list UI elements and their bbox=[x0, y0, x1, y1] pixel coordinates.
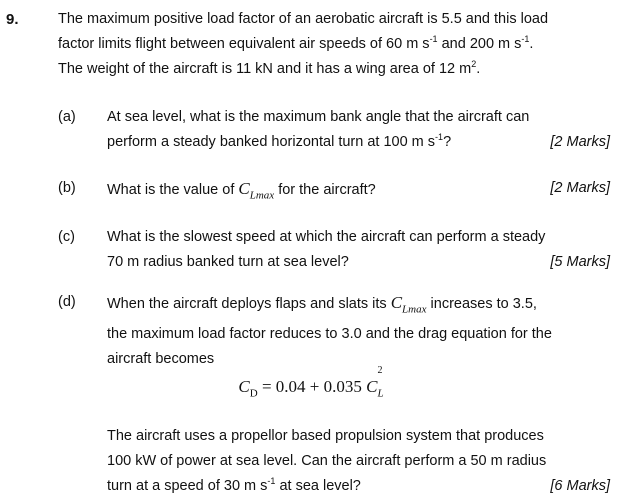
part-d-text-2: The aircraft uses a propellor based propulsion system that produces 100 kW of power at sea level. Can the aircraft perform a 50 m radius turn at a speed of 30 m $s^{-1}$ at sea level? bbox=[107, 428, 547, 494]
part-a-label: (a) bbox=[58, 109, 76, 125]
part-b-text: What is the value of $C_{Lmax}$ for the aircraft? bbox=[107, 179, 376, 202]
part-b-label: (b) bbox=[58, 180, 76, 196]
clmax-symbol: $C_{Lmax}$ bbox=[238, 179, 275, 202]
part-d-label: (d) bbox=[58, 294, 76, 310]
part-c-label: (c) bbox=[58, 229, 75, 245]
part-a-marks: [2 Marks] bbox=[550, 134, 610, 150]
part-c-text: What is the slowest speed at which the aircraft can perform a steady 70 m radius banked turn at sea level? bbox=[107, 229, 546, 270]
question-number: 9. bbox=[6, 11, 19, 28]
part-d-marks: [6 Marks] bbox=[550, 478, 610, 494]
clmax-symbol: $C_{Lmax}$ bbox=[390, 293, 427, 316]
question-intro: The maximum positive load factor of an aerobatic aircraft is 5.5 and this load factor limits flight between equivalent air speeds of 60 m $s^{-1}$ and 200 m $s^{-1}$. The weight of the aircraft is 11 kN and it has a wing area of 12 $m^2$. bbox=[58, 11, 549, 77]
part-c-marks: [5 Marks] bbox=[550, 254, 610, 270]
part-d-text: When the aircraft deploys flaps and slats its $C_{Lmax}$ increases to 3.5, the maximum load factor reduces to 3.0 and the drag equation for the aircraft becomes bbox=[107, 293, 552, 368]
drag-equation: $C_D = 0.04 + 0.035$ C 2 $_L$ bbox=[238, 365, 384, 400]
part-a-text: At sea level, what is the maximum bank angle that the aircraft can perform a steady banked horizontal turn at 100 m $s^{-1}$? bbox=[107, 109, 530, 150]
part-b-marks: [2 Marks] bbox=[550, 180, 610, 196]
